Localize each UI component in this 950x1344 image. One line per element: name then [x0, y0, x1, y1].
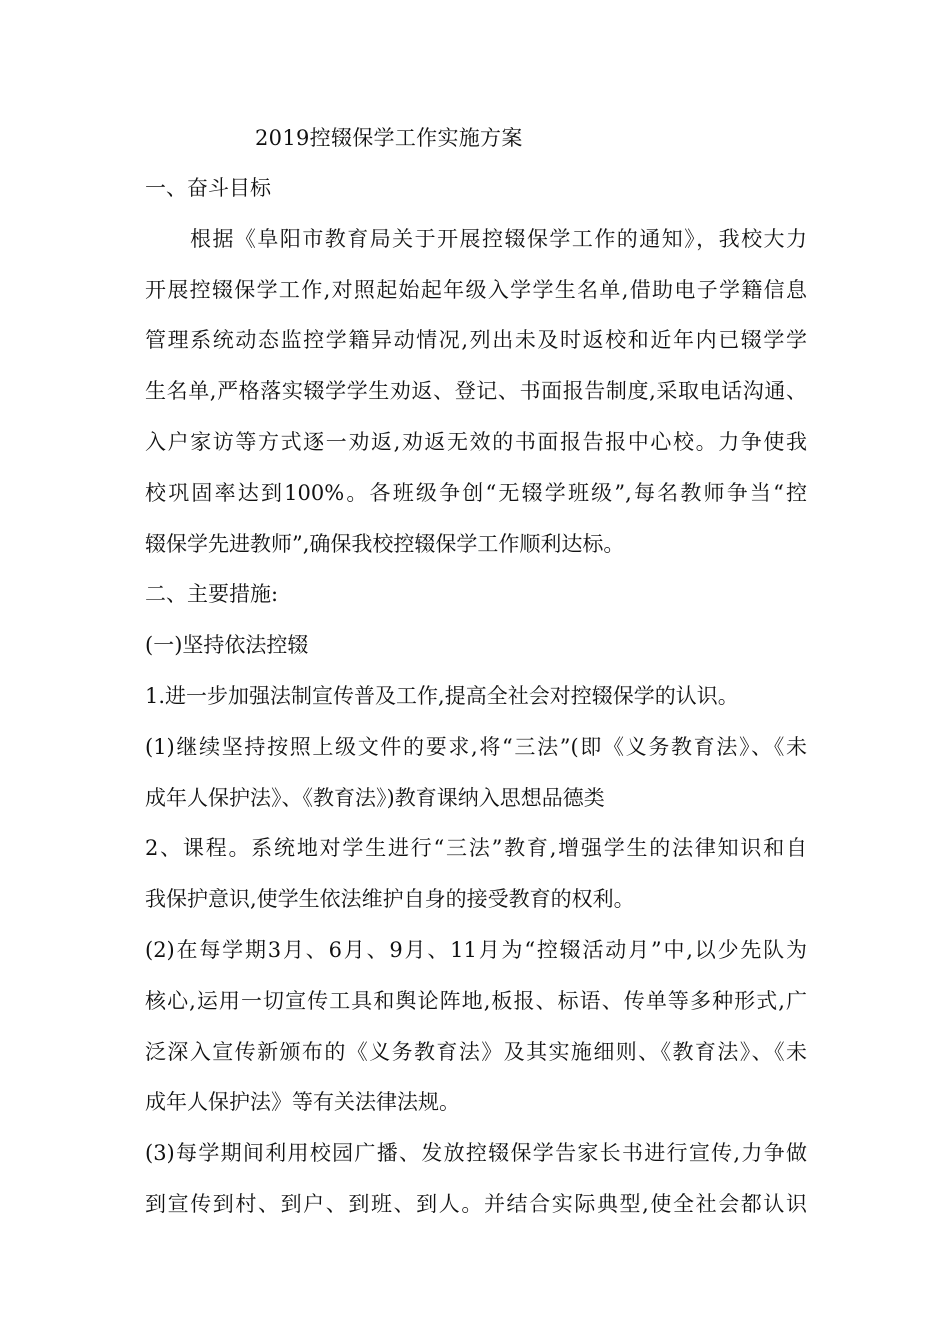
paragraph-line: 入户家访等方式逐一劝返,劝返无效的书面报告报中心校。力争使我: [145, 429, 807, 454]
paragraph-line: (2)在每学期3月、6月、9月、11月为“控辍活动月”中,以少先队为: [145, 937, 807, 962]
paragraph-line: 生名单,严格落实辍学学生劝返、登记、书面报告制度,采取电话沟通、: [145, 379, 807, 404]
paragraph-line: 泛深入宣传新颁布的《义务教育法》及其实施细则、《教育法》、《未: [145, 1039, 807, 1064]
paragraph-line: 核心,运用一切宣传工具和舆论阵地,板报、标语、传单等多种形式,广: [145, 988, 807, 1013]
paragraph-line: 管理系统动态监控学籍异动情况,列出未及时返校和近年内已辍学学: [145, 328, 807, 353]
subsection-heading: (一)坚持依法控辍: [145, 633, 309, 658]
paragraph-line: 校巩固率达到100%。各班级争创“无辍学班级”,每名教师争当“控: [145, 480, 807, 505]
document-title: 2019控辍保学工作实施方案: [255, 126, 523, 150]
paragraph-line: 成年人保护法》、《教育法》)教育课纳入思想品德类: [145, 785, 605, 810]
paragraph-line: 根据《阜阳市教育局关于开展控辍保学工作的通知》，我校大力: [190, 226, 807, 251]
paragraph-line: 2、课程。系统地对学生进行“三法”教育,增强学生的法律知识和自: [145, 836, 807, 861]
document-body: [145, 163, 807, 1230]
paragraph-line: (3)每学期间利用校园广播、发放控辍保学告家长书进行宣传,力争做: [145, 1141, 807, 1166]
paragraph-line: (1)继续坚持按照上级文件的要求,将“三法”(即《义务教育法》、《未: [145, 734, 807, 759]
paragraph-line: 我保护意识,使学生依法维护自身的接受教育的权利。: [145, 887, 635, 912]
paragraph-line: 1.进一步加强法制宣传普及工作,提高全社会对控辍保学的认识。: [145, 683, 739, 708]
paragraph-line: 辍保学先进教师”,确保我校控辍保学工作顺利达标。: [145, 531, 625, 556]
section-heading-measures: 二、主要措施:: [145, 582, 279, 607]
section-heading-goal: 一、奋斗目标: [145, 176, 271, 200]
paragraph-line: 到宣传到村、到户、到班、到人。并结合实际典型,使全社会都认识: [145, 1191, 807, 1216]
paragraph-line: 开展控辍保学工作,对照起始起年级入学学生名单,借助电子学籍信息: [145, 277, 807, 302]
paragraph-line: 成年人保护法》等有关法律法规。: [145, 1090, 460, 1115]
